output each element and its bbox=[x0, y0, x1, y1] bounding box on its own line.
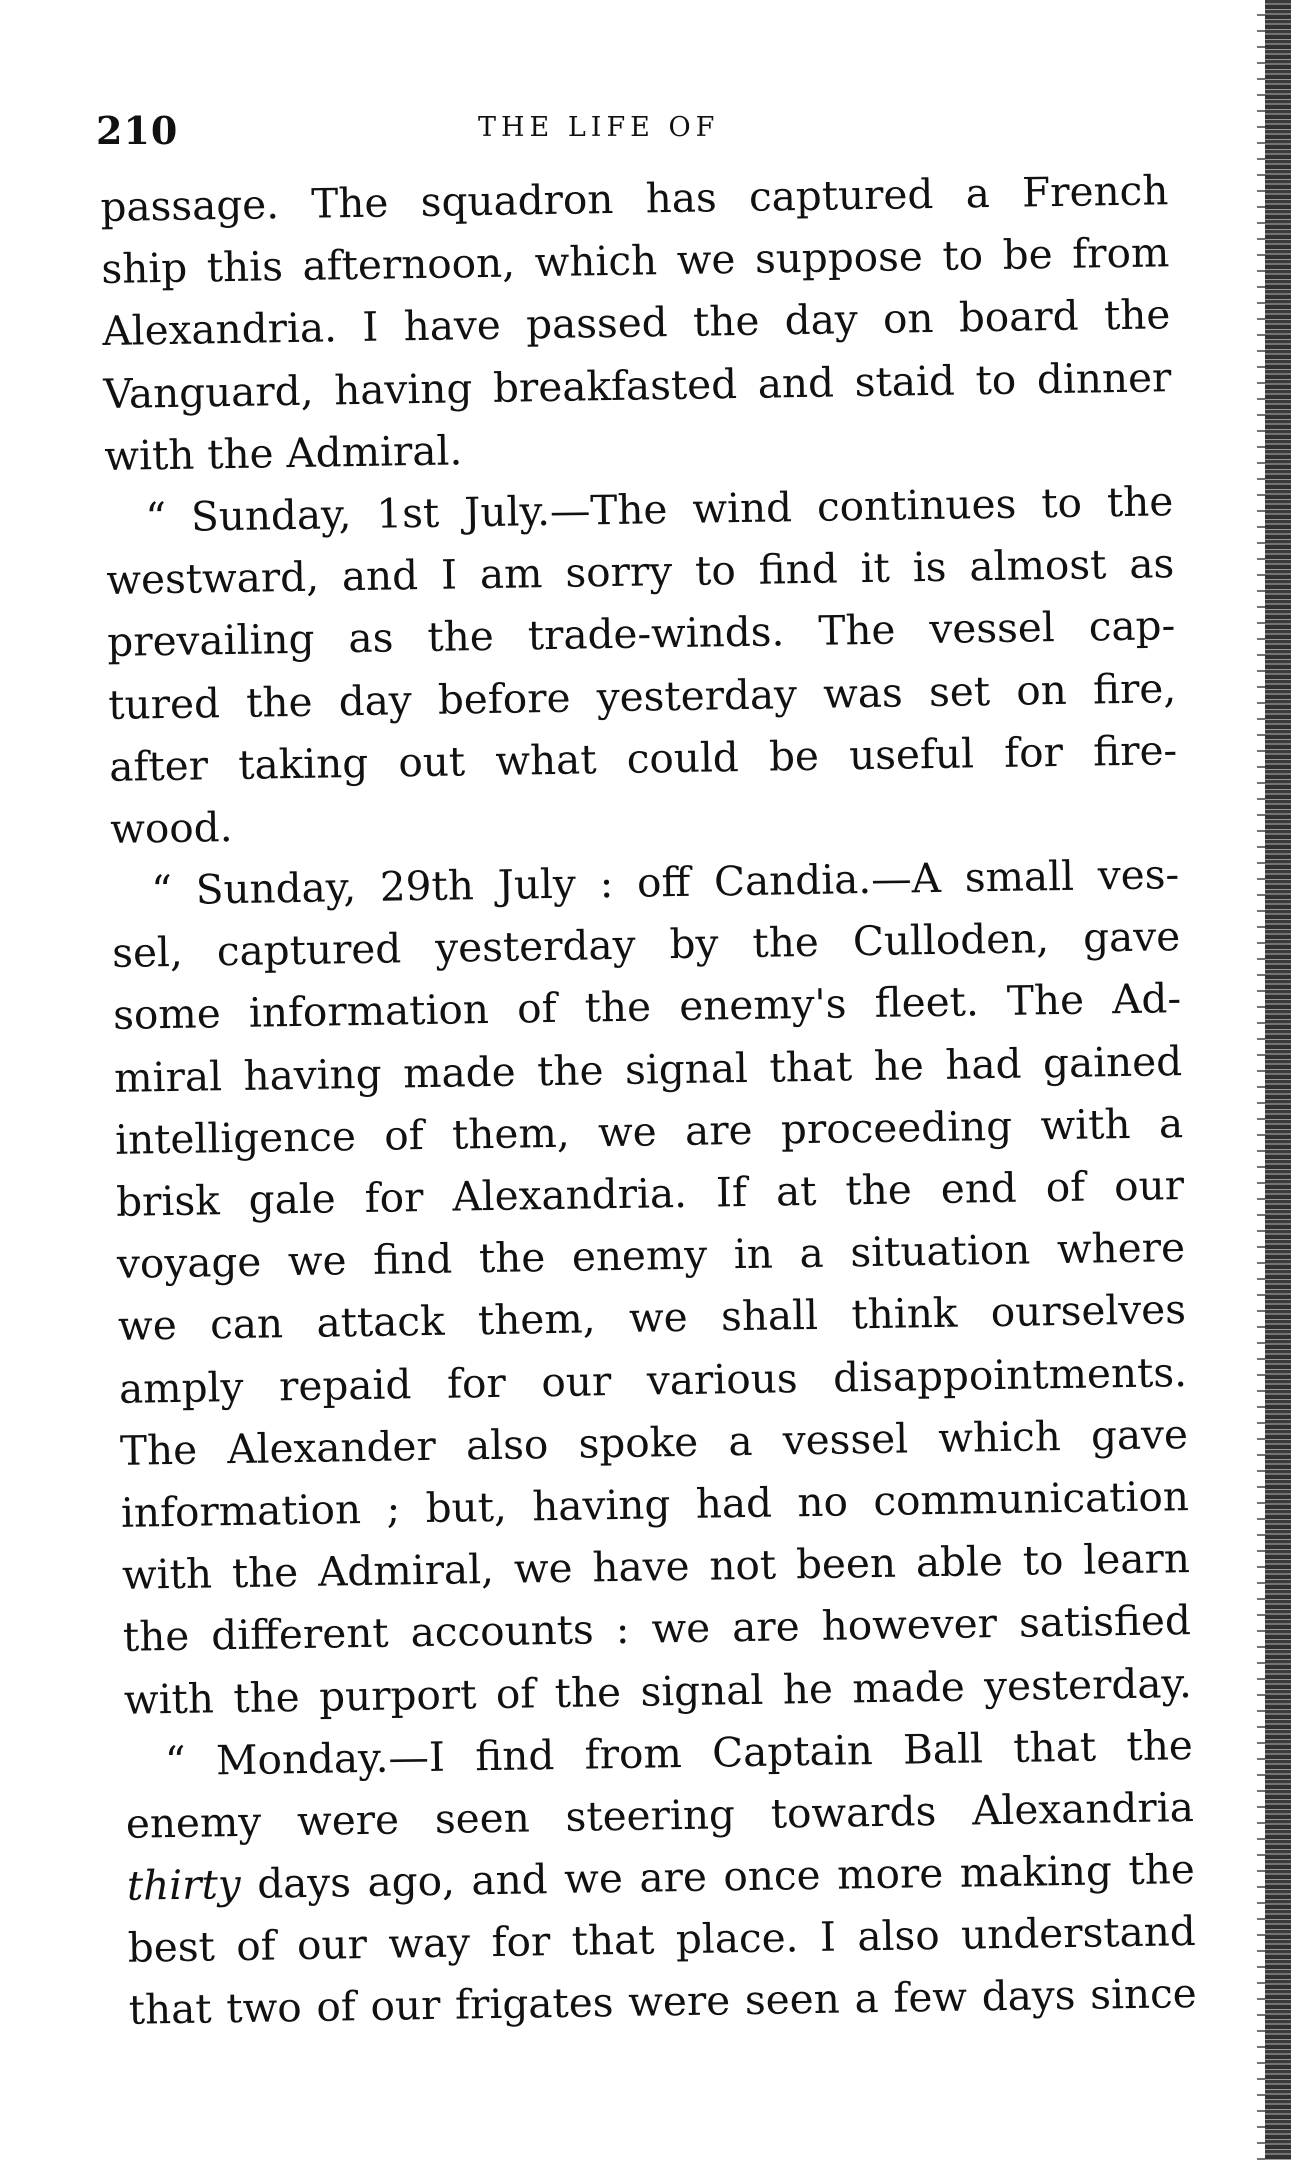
text-line: tured the day before yesterday was set on fire, bbox=[107, 663, 1177, 729]
text-line: brisk gale for Alexandria. If at the end of our bbox=[115, 1161, 1185, 1226]
text-line: passage. The squadron has captured a French bbox=[100, 166, 1169, 231]
text-line: “ Monday.—I find from Captain Ball that the bbox=[164, 1720, 1194, 1785]
running-head: THE LIFE OF bbox=[478, 112, 720, 143]
page-edge-texture bbox=[1257, 0, 1265, 2160]
page-header bbox=[96, 100, 1176, 160]
text-line: with the Admiral. bbox=[104, 426, 463, 480]
text-line: with the purport of the signal he made yesterday. bbox=[123, 1658, 1193, 1724]
page-number: 210 bbox=[96, 108, 179, 153]
text-line: information ; but, having had no communication bbox=[120, 1472, 1190, 1537]
text-line: voyage we find the enemy in a situation where bbox=[116, 1223, 1186, 1289]
text-line: best of our way for that place. I also understand bbox=[127, 1907, 1197, 1973]
text-line: some information of the enemy's fleet. The Ad- bbox=[112, 974, 1182, 1040]
text-line: enemy were seen steering towards Alexandria bbox=[125, 1782, 1195, 1848]
text-line: that two of our frigates were seen a few days since bbox=[128, 1969, 1198, 2035]
text-line: ship this afternoon, which we suppose to be from bbox=[101, 228, 1170, 294]
page-edge-shadow bbox=[1265, 0, 1291, 2160]
text-line: The Alexander also spoke a vessel which gave bbox=[119, 1409, 1189, 1475]
text-line: the different accounts : we are however satisfied bbox=[122, 1596, 1192, 1662]
text-line: amply repaid for our various disappointments. bbox=[118, 1347, 1188, 1413]
text-line: wood. bbox=[109, 802, 233, 853]
text-line: we can attack them, we shall think ourselves bbox=[117, 1285, 1187, 1351]
body-text bbox=[100, 159, 1197, 2041]
text-line: “ Sunday, 1st July.—The wind continues to the bbox=[144, 477, 1174, 542]
text-line: after taking out what could be useful for fire- bbox=[108, 725, 1178, 791]
text-line: miral having made the signal that he had gained bbox=[113, 1036, 1183, 1102]
text-line: Alexandria. I have passed the day on board the bbox=[102, 290, 1171, 356]
text-line: Vanguard, having breakfasted and staid to dinner bbox=[103, 352, 1172, 418]
text-line: sel, captured yesterday by the Culloden, gave bbox=[111, 912, 1181, 978]
text-line: intelligence of them, we are proceeding with a bbox=[114, 1098, 1184, 1164]
text-line: westward, and I am sorry to find it is almost as bbox=[105, 539, 1175, 605]
italic-word: thirty bbox=[126, 1860, 242, 1910]
text-line: prevailing as the trade-winds. The vessel cap- bbox=[106, 601, 1176, 667]
text-line: “ Sunday, 29th July : off Candia.—A small ves- bbox=[150, 850, 1180, 915]
text-line: with the Admiral, we have not been able to learn bbox=[121, 1534, 1191, 1599]
text-line-rest: days ago, and we are once more making the bbox=[256, 1845, 1196, 1908]
